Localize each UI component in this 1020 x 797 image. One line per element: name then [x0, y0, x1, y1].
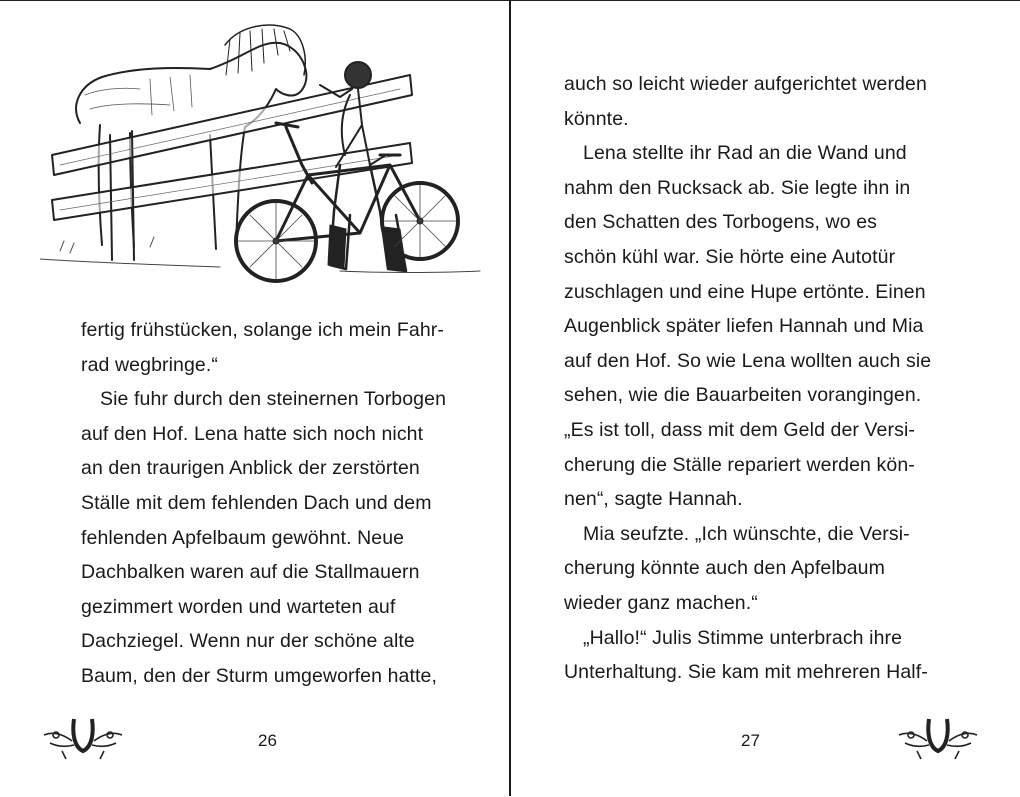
text-line: gezimmert worden und warteten auf: [81, 595, 396, 618]
text-line: den Schatten des Torbogens, wo es: [564, 211, 877, 234]
text-line: „Hallo!“ Julis Stimme unterbrach ihre: [583, 626, 903, 649]
right-page: [511, 0, 1020, 797]
pony-girl-bicycle-fence-illustration: [40, 15, 490, 287]
text-line: fehlenden Apfelbaum gewöhnt. Neue: [81, 526, 405, 549]
text-line: Baum, den der Sturm umgeworfen hatte,: [81, 664, 437, 687]
text-line: wieder ganz machen.“: [564, 591, 758, 614]
text-line: Dachbalken waren auf die Stallmauern: [81, 561, 420, 584]
text-line: auf den Hof. Lena hatte sich noch nicht: [81, 422, 424, 445]
text-line: sehen, wie die Bauarbeiten vorangingen.: [564, 384, 922, 407]
page-number: 26: [258, 731, 277, 750]
text-line: an den traurigen Anblick der zerstörten: [81, 457, 420, 480]
left-body-text: [81, 313, 481, 694]
horseshoe-flower-ornament-icon: [42, 713, 124, 763]
text-line: „Es ist toll, dass mit dem Geld der Versi-: [564, 418, 915, 441]
text-line: Lena stellte ihr Rad an die Wand und: [583, 142, 907, 165]
text-line: nahm den Rucksack ab. Sie legte ihn in: [564, 176, 911, 199]
page-number: 27: [741, 731, 760, 750]
text-line: Unterhaltung. Sie kam mit mehreren Half-: [564, 661, 928, 684]
text-line: Ställe mit dem fehlenden Dach und dem: [81, 491, 432, 514]
right-body-text: [564, 67, 964, 690]
text-line: nen“, sagte Hannah.: [564, 488, 743, 511]
text-line: auf den Hof. So wie Lena wollten auch sie: [564, 349, 932, 372]
text-line: cherung die Ställe repariert werden kön-: [564, 453, 915, 476]
text-line: Sie fuhr durch den steinernen Torbogen: [100, 388, 447, 411]
text-line: könnte.: [564, 107, 629, 130]
text-line: auch so leicht wieder aufgerichtet werden: [564, 73, 927, 95]
text-line: Augenblick später liefen Hannah und Mia: [564, 315, 924, 338]
text-line: Mia seufzte. „Ich wünschte, die Versi-: [583, 522, 910, 545]
horseshoe-flower-ornament-icon: [897, 713, 979, 763]
text-line: cherung könnte auch den Apfelbaum: [564, 557, 885, 580]
text-line: fertig frühstücken, solange ich mein Fahr-: [81, 319, 444, 341]
text-line: Dachziegel. Wenn nur der schöne alte: [81, 630, 415, 653]
left-page: [0, 0, 509, 797]
text-line: schön kühl war. Sie hörte eine Autotür: [564, 245, 896, 268]
text-line: rad wegbringe.“: [81, 353, 218, 376]
text-line: zuschlagen und eine Hupe ertönte. Einen: [564, 280, 926, 303]
